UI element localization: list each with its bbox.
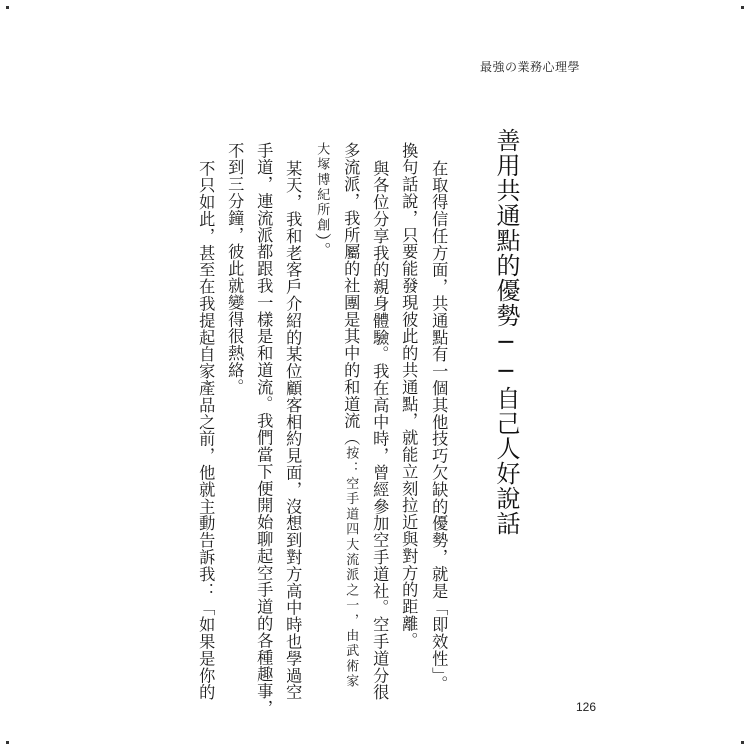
body-line-text: ）。: [312, 233, 332, 259]
body-line: [370, 160, 390, 701]
body-line-text: 多流派，我所屬的社團是其中的和道流（: [341, 142, 361, 447]
body-line-text: 不只如此，甚至在我提起自家產品之前，他就主動告訴我：「如果是你的: [196, 160, 216, 701]
body-line-text: 不到三分鐘，彼此就變得很熱絡。: [225, 142, 245, 396]
translator-note: 大塚博紀所創: [314, 142, 330, 234]
body-line: [196, 160, 216, 701]
body-line-text: 換句話說，只要能發現彼此的共通點，就能立刻拉近與對方的距離。: [399, 142, 419, 649]
body-line-text: 手道，連流派都跟我一樣是和道流。我們當下便開始聊起空手道的各種趣事，: [254, 142, 274, 717]
body-line: [254, 142, 274, 717]
body-line-text: 在取得信任方面，共通點有一個其他技巧欠缺的優勢，就是「即效性」。: [429, 160, 449, 693]
body-line: [429, 160, 449, 693]
body-line: [312, 142, 332, 259]
translator-note: 按：空手道四大流派之一，由武術家: [343, 446, 359, 690]
crop-mark: [6, 741, 9, 744]
body-line-text: 某天，我和老客戶介紹的某位顧客相約見面，沒想到對方高中時也學過空: [283, 160, 303, 701]
body-line: [283, 160, 303, 701]
crop-mark: [6, 6, 9, 9]
crop-mark: [741, 741, 744, 744]
body-line: [399, 142, 419, 649]
body-line: [225, 142, 245, 396]
body-line: [341, 142, 361, 690]
body-line-text: 與各位分享我的親身體驗。我在高中時，曾經參加空手道社。空手道分很: [370, 160, 390, 701]
crop-mark: [741, 6, 744, 9]
section-title: 善用共通點的優勢──自己人好說話: [492, 128, 520, 536]
page-number: 126: [576, 700, 597, 714]
running-head: 最強の業務心理學: [479, 60, 580, 74]
